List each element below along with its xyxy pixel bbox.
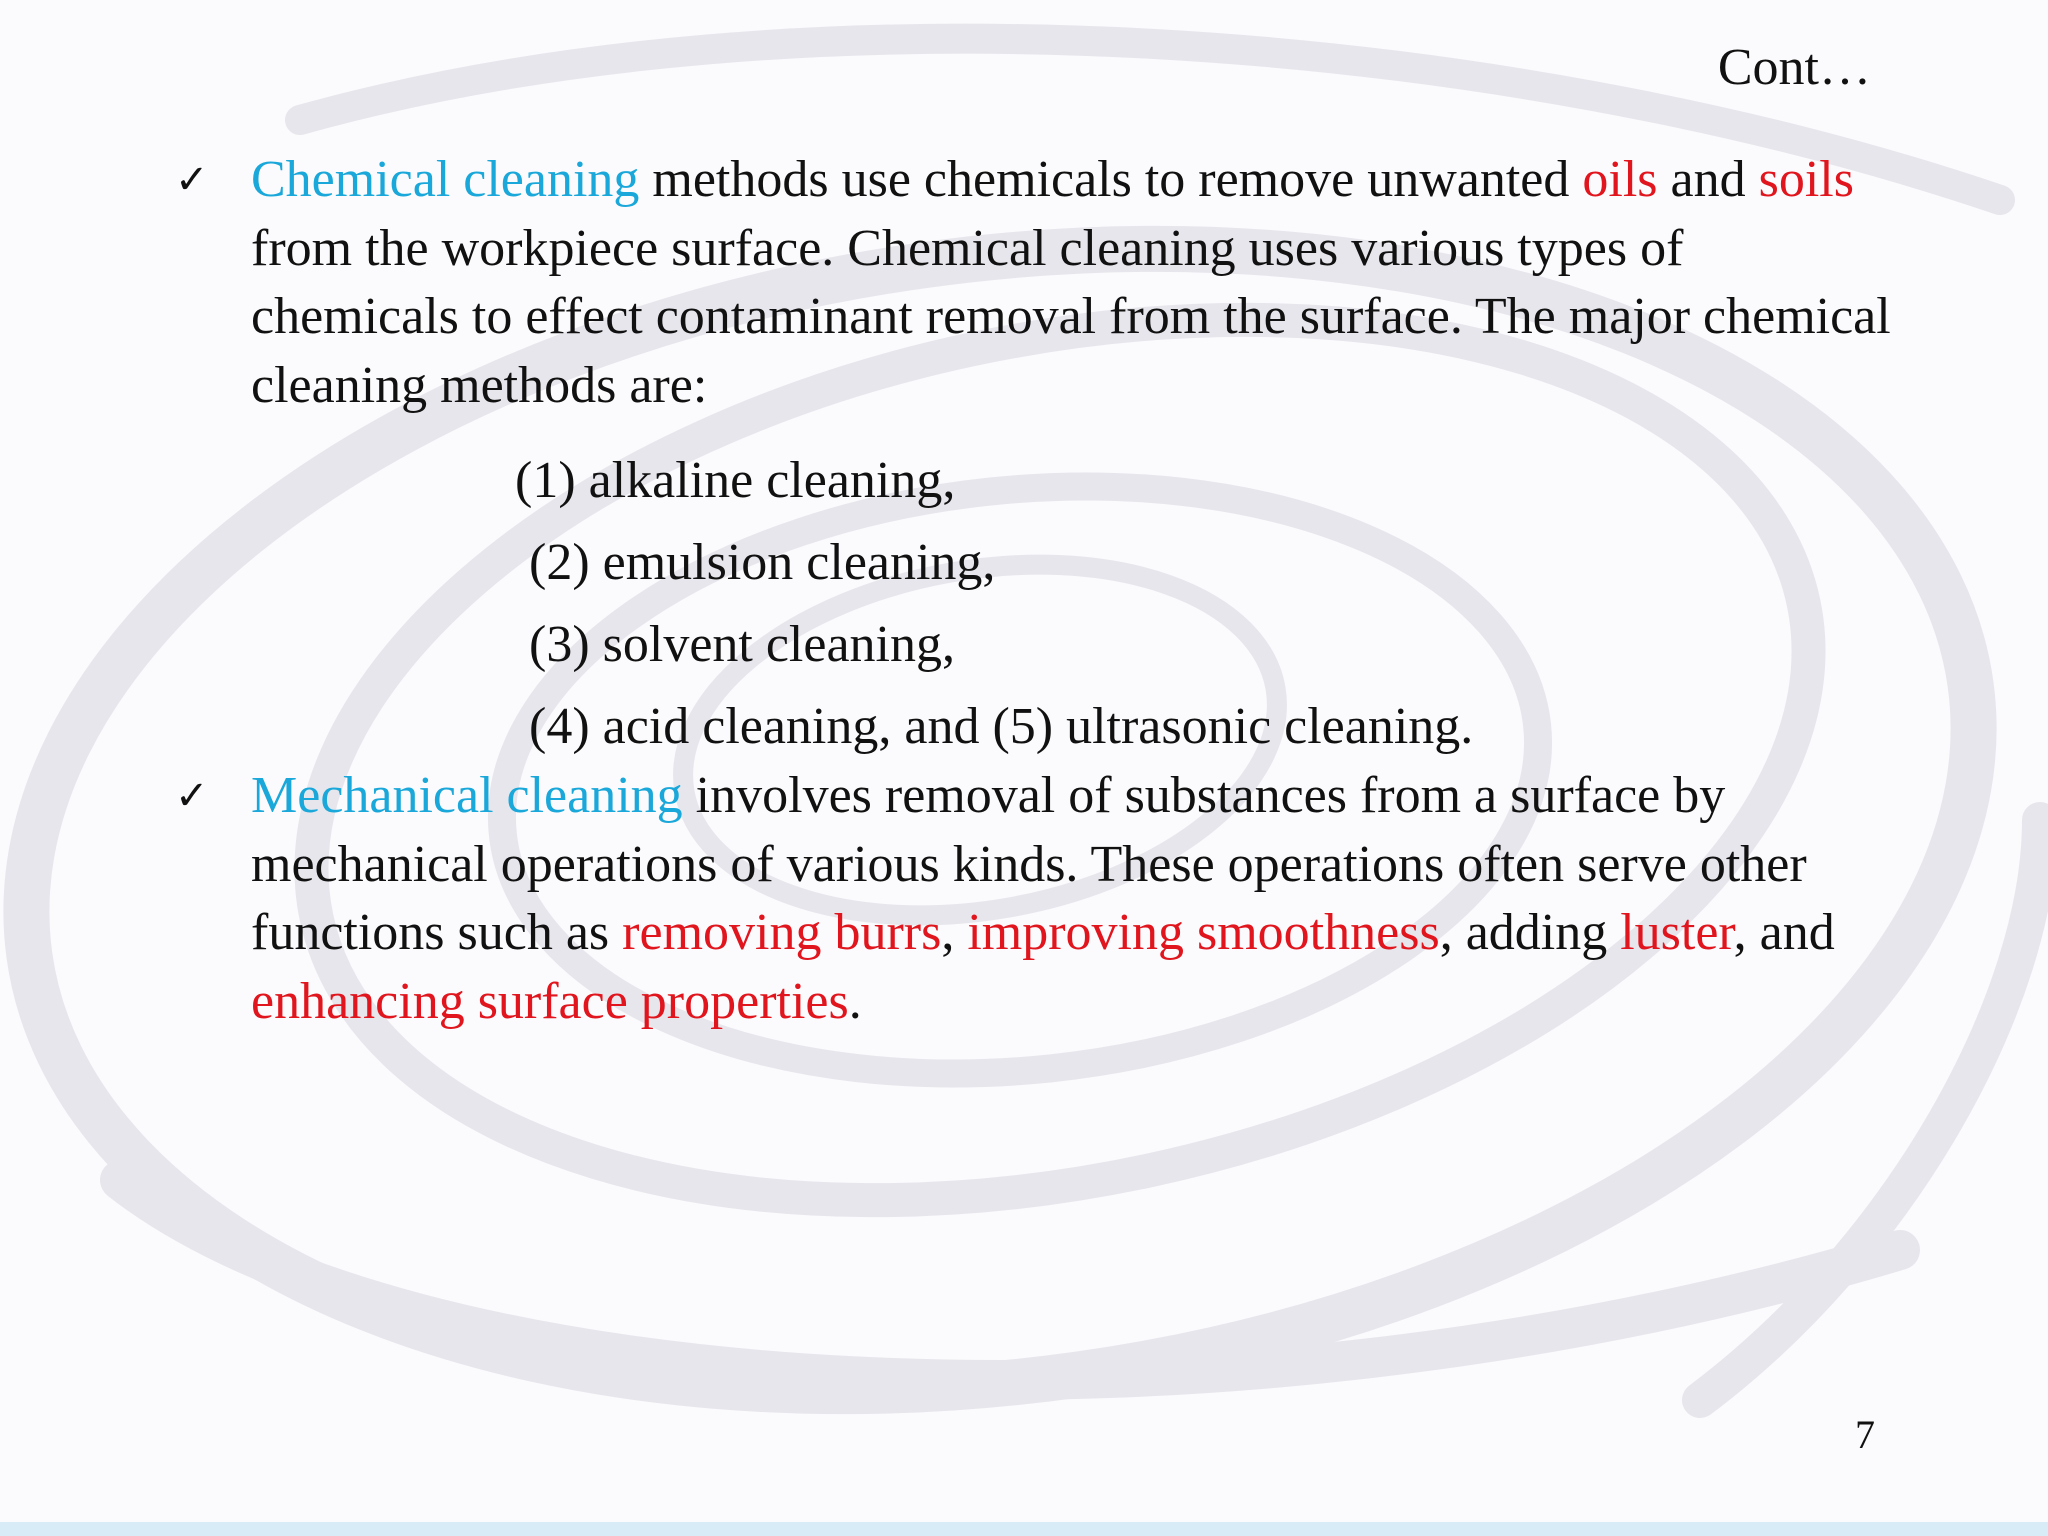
bullet-text [251, 762, 1891, 1036]
keyword-highlight: enhancing surface properties [251, 972, 849, 1030]
checkmark-icon: ✓ [175, 773, 209, 819]
keyword-highlight: luster [1620, 904, 1734, 961]
keyword-highlight: oils [1582, 151, 1658, 208]
method-item: (1) alkaline cleaning, [515, 452, 956, 509]
page-number: 7 [1855, 1412, 1875, 1457]
bullet-mechanical-cleaning [175, 762, 1895, 1036]
text-run: and [1657, 151, 1759, 208]
text-run: , adding [1439, 904, 1621, 961]
keyword-highlight: soils [1758, 151, 1854, 208]
text-run: , [941, 904, 968, 961]
text-run: from the workpiece surface. Chemical cleaning uses various types of chemicals to effect contaminant removal from the surface. The major chemical cleaning methods are: [251, 219, 1891, 414]
text-run: methods use chemicals to remove unwanted [639, 151, 1583, 208]
text-run: , and [1733, 904, 1835, 961]
keyword-highlight: removing burrs [622, 904, 942, 961]
term-highlight: Mechanical cleaning [251, 767, 683, 824]
method-item: (4) acid cleaning, and (5) ultrasonic cleaning. [529, 698, 1474, 755]
method-item: (2) emulsion cleaning, [529, 534, 996, 591]
bottom-band [0, 1522, 2048, 1536]
slide-header: Cont… [1717, 39, 1871, 96]
keyword-highlight: improving smoothness [967, 904, 1440, 961]
bullet-chemical-cleaning [175, 146, 1895, 420]
checkmark-icon: ✓ [175, 157, 209, 203]
term-highlight: Chemical cleaning [251, 151, 640, 208]
bullet-text [251, 146, 1891, 420]
method-item: (3) solvent cleaning, [529, 616, 955, 673]
text-run: . [848, 972, 862, 1030]
text-run: involves removal of substances from a surface by mechanical operations of various kinds. These operations often serve other functions such as [251, 767, 1807, 961]
methods-list [515, 440, 1473, 768]
